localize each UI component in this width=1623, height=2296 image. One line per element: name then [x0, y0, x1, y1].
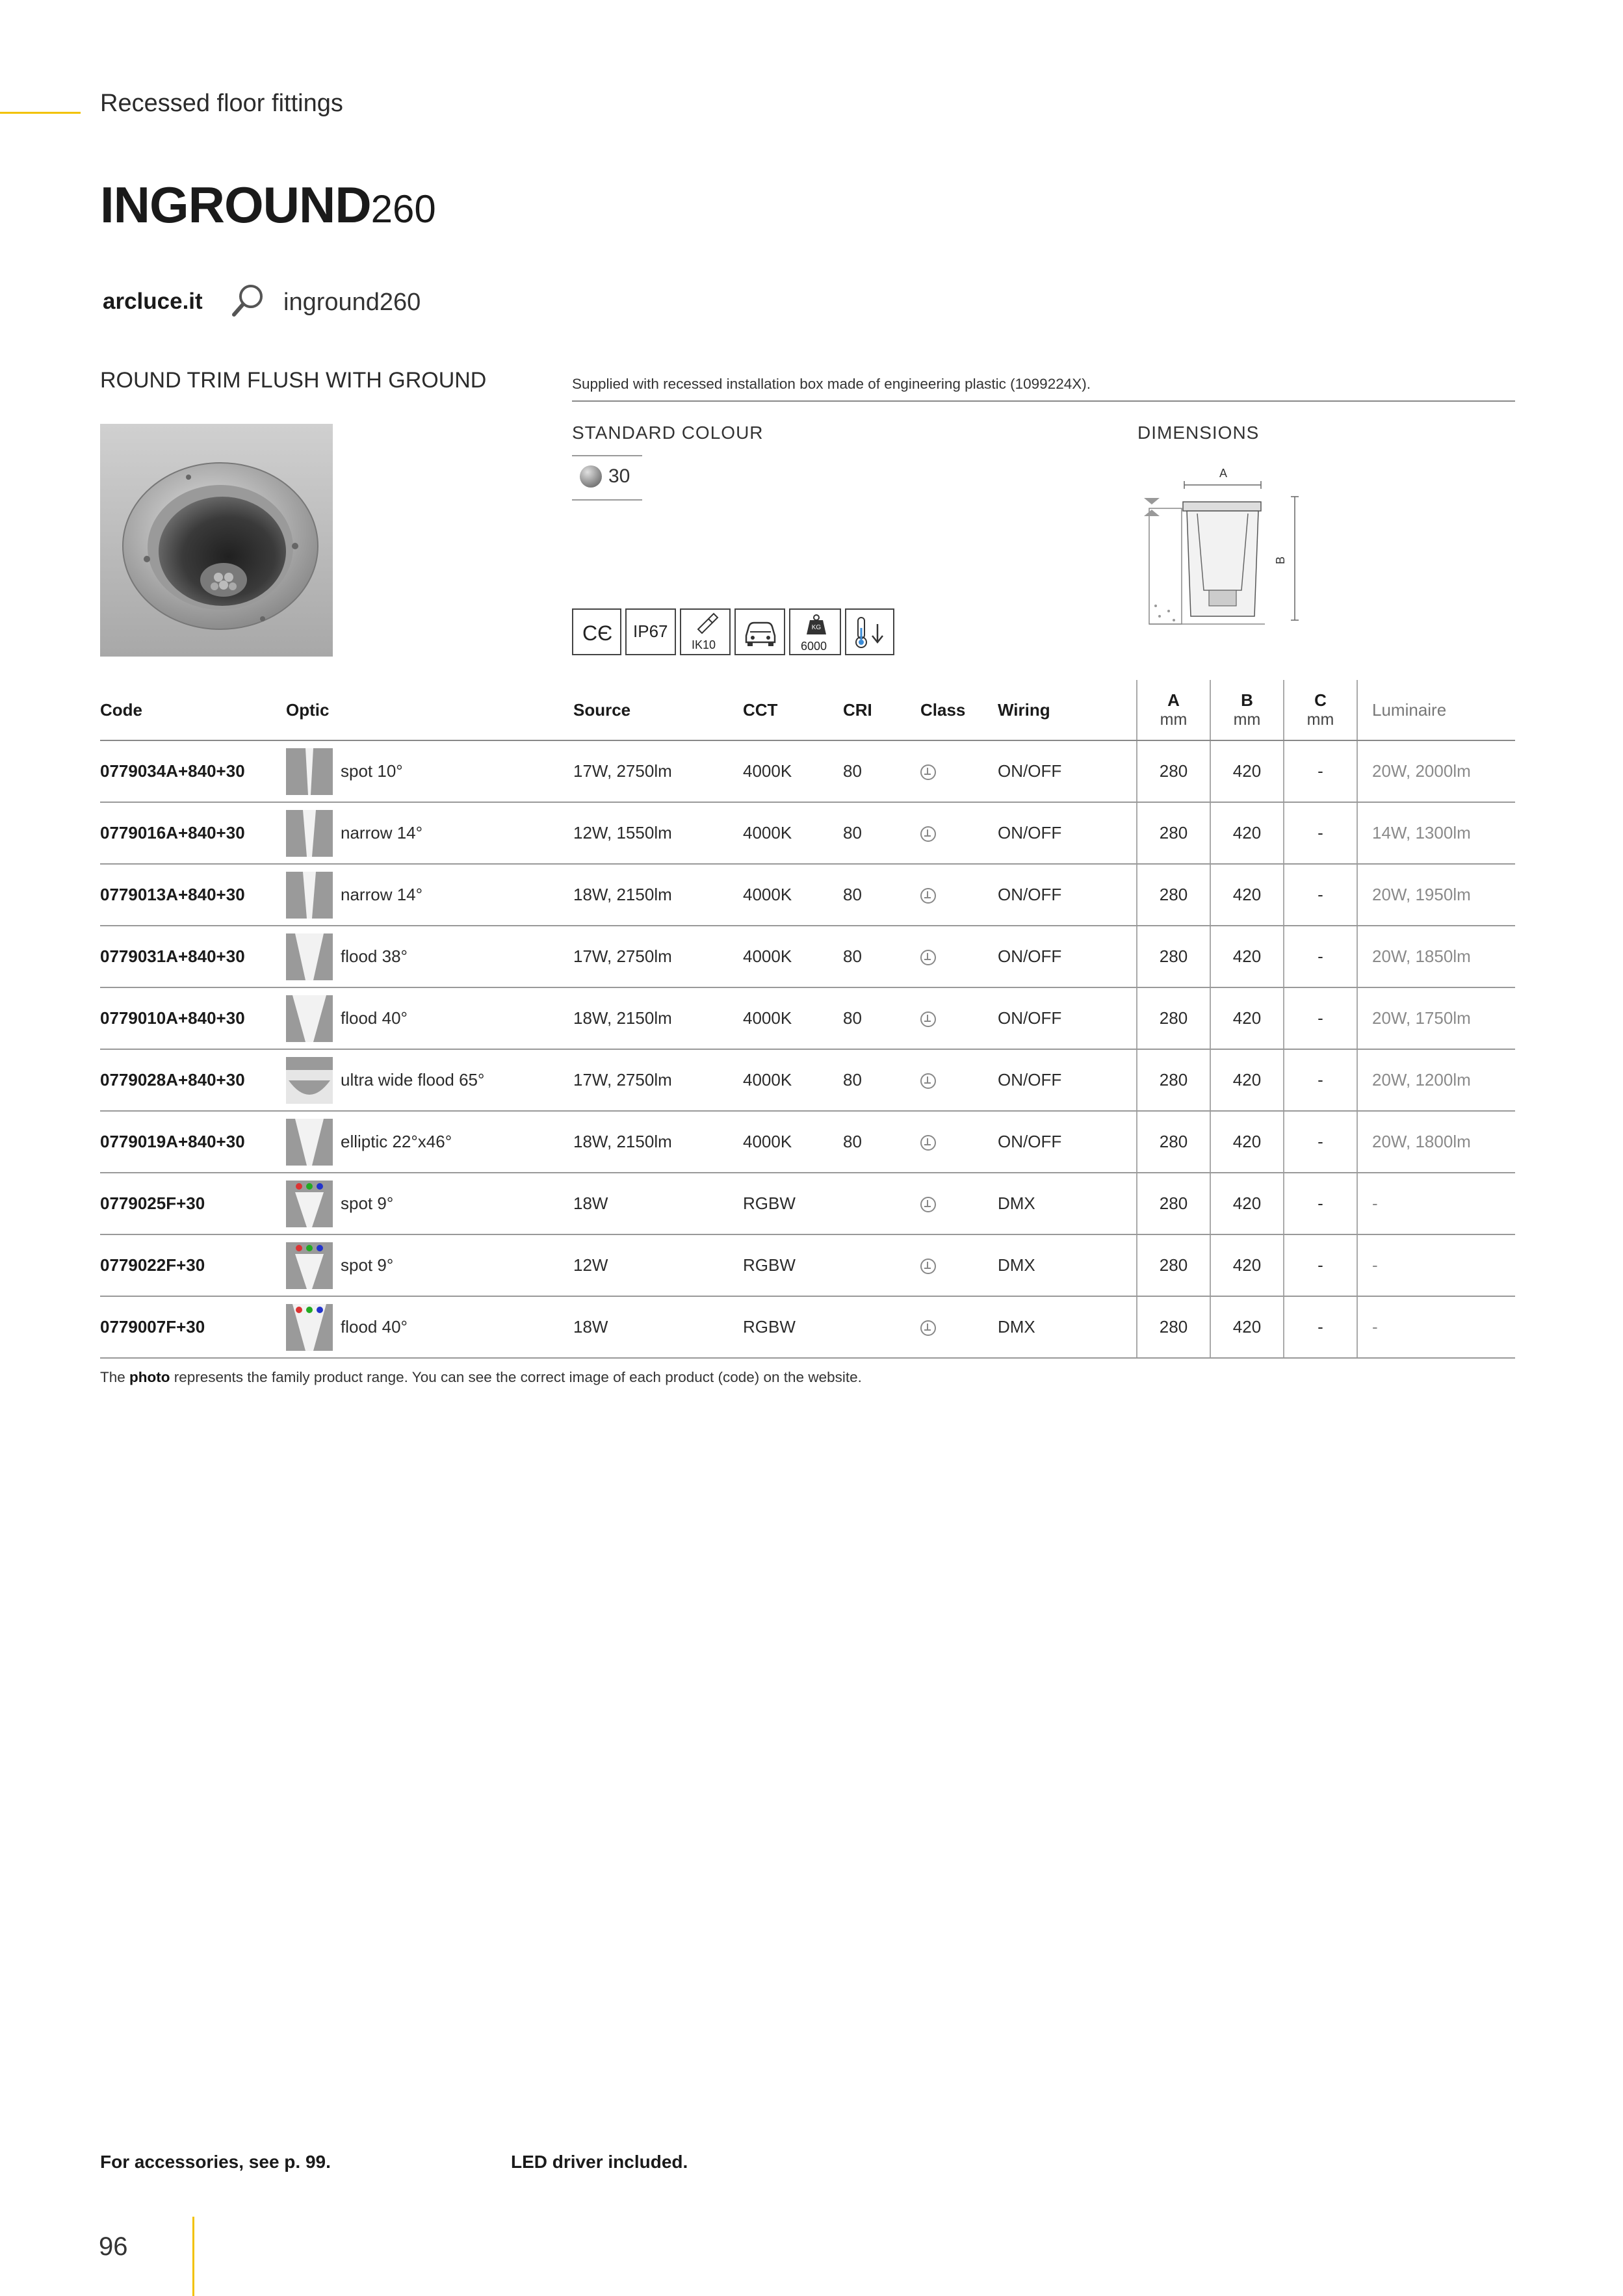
- optic-label: flood 40°: [341, 1008, 408, 1028]
- cell-a: 280: [1137, 987, 1210, 1049]
- cell-cct: 4000K: [743, 1049, 843, 1111]
- section-title: Recessed floor fittings: [100, 90, 343, 117]
- cell-class: [920, 1111, 998, 1173]
- cell-a: 280: [1137, 802, 1210, 864]
- cell-class: [920, 1049, 998, 1111]
- cell-optic: [286, 1111, 573, 1173]
- cell-cct: RGBW: [743, 1173, 843, 1234]
- cell-code: 0779025F+30: [100, 1173, 286, 1234]
- search-term: inground260: [283, 289, 421, 316]
- cell-b: 420: [1210, 740, 1284, 802]
- cell-luminaire: -: [1357, 1173, 1515, 1234]
- table-row: [100, 740, 1515, 802]
- cell-c: -: [1284, 802, 1357, 864]
- cell-a: 280: [1137, 1049, 1210, 1111]
- cell-c: -: [1284, 1111, 1357, 1173]
- cell-source: 18W, 2150lm: [573, 1111, 743, 1173]
- optic-beam-icon: [286, 1057, 333, 1104]
- cell-source: 17W, 2750lm: [573, 926, 743, 987]
- cell-a: 280: [1137, 1111, 1210, 1173]
- cell-cri: 80: [843, 1111, 920, 1173]
- cell-luminaire: 20W, 2000lm: [1357, 740, 1515, 802]
- header-source: Source: [573, 680, 743, 740]
- cell-luminaire: -: [1357, 1234, 1515, 1296]
- product-title: [100, 176, 436, 235]
- optic-beam-icon: [286, 1119, 333, 1166]
- table-row: [100, 1111, 1515, 1173]
- cell-a: 280: [1137, 864, 1210, 926]
- optic-label: elliptic 22°x46°: [341, 1132, 452, 1151]
- cell-optic: [286, 802, 573, 864]
- cell-code: 0779019A+840+30: [100, 1111, 286, 1173]
- product-spec-table: [100, 680, 1515, 1359]
- header-c-unit: mm: [1306, 711, 1334, 729]
- header-code: Code: [100, 680, 286, 740]
- cell-c: -: [1284, 1234, 1357, 1296]
- optic-wrap: [286, 1242, 573, 1289]
- cell-luminaire: -: [1357, 1296, 1515, 1358]
- cell-source: 18W: [573, 1296, 743, 1358]
- cell-cri: 80: [843, 987, 920, 1049]
- cell-class: [920, 987, 998, 1049]
- product-name: INGROUND: [100, 176, 371, 233]
- cell-cct: 4000K: [743, 926, 843, 987]
- optic-label: narrow 14°: [341, 823, 423, 842]
- cell-wiring: ON/OFF: [998, 740, 1137, 802]
- optic-label: flood 38°: [341, 946, 408, 966]
- cell-code: 0779022F+30: [100, 1234, 286, 1296]
- cell-b: 420: [1210, 1111, 1284, 1173]
- optic-label: spot 10°: [341, 761, 403, 781]
- cell-class: [920, 1296, 998, 1358]
- table-row: [100, 1234, 1515, 1296]
- cell-c: -: [1284, 1296, 1357, 1358]
- earth-class-icon: [920, 1135, 936, 1151]
- cell-cct: 4000K: [743, 802, 843, 864]
- cell-cct: RGBW: [743, 1234, 843, 1296]
- cell-wiring: DMX: [998, 1296, 1137, 1358]
- optic-wrap: [286, 995, 573, 1042]
- cell-cri: 80: [843, 864, 920, 926]
- accessories-note: For accessories, see p. 99.: [100, 2152, 331, 2172]
- thermometer-icon: [853, 615, 889, 650]
- cell-class: [920, 864, 998, 926]
- ip-rating: IP67: [633, 621, 668, 641]
- cell-optic: [286, 926, 573, 987]
- cell-cct: 4000K: [743, 864, 843, 926]
- optic-wrap: [286, 933, 573, 980]
- optic-beam-icon: [286, 933, 333, 980]
- cell-source: 17W, 2750lm: [573, 1049, 743, 1111]
- cell-class: [920, 1234, 998, 1296]
- cell-a: 280: [1137, 740, 1210, 802]
- cell-wiring: ON/OFF: [998, 864, 1137, 926]
- cell-class: [920, 926, 998, 987]
- cell-optic: [286, 740, 573, 802]
- cell-b: 420: [1210, 1234, 1284, 1296]
- cell-luminaire: 20W, 1750lm: [1357, 987, 1515, 1049]
- cell-luminaire: 20W, 1800lm: [1357, 1111, 1515, 1173]
- earth-class-icon: [920, 1197, 936, 1212]
- optic-label: ultra wide flood 65°: [341, 1070, 485, 1089]
- table-row: [100, 802, 1515, 864]
- colour-swatch: [580, 465, 602, 488]
- cell-optic: [286, 1049, 573, 1111]
- header-cct: CCT: [743, 680, 843, 740]
- optic-wrap: [286, 1304, 573, 1351]
- ik-rating: IK10: [692, 638, 716, 651]
- table-row: [100, 926, 1515, 987]
- cell-a: 280: [1137, 1296, 1210, 1358]
- cell-c: -: [1284, 987, 1357, 1049]
- footnote-pre: The: [100, 1369, 130, 1385]
- cell-cri: 80: [843, 802, 920, 864]
- cell-cri: [843, 1234, 920, 1296]
- cell-b: 420: [1210, 802, 1284, 864]
- cell-luminaire: 20W, 1850lm: [1357, 926, 1515, 987]
- optic-wrap: [286, 748, 573, 795]
- cell-source: 12W, 1550lm: [573, 802, 743, 864]
- table-row: [100, 1296, 1515, 1358]
- optic-label: spot 9°: [341, 1194, 394, 1213]
- earth-class-icon: [920, 950, 936, 965]
- table-row: [100, 864, 1515, 926]
- product-number: 260: [370, 187, 436, 231]
- cell-wiring: ON/OFF: [998, 926, 1137, 987]
- cell-c: -: [1284, 864, 1357, 926]
- optic-wrap: [286, 810, 573, 857]
- optic-beam-icon: [286, 995, 333, 1042]
- optic-beam-icon: [286, 1304, 333, 1351]
- header-c: [1284, 680, 1357, 740]
- cell-a: 280: [1137, 1234, 1210, 1296]
- cell-cri: [843, 1296, 920, 1358]
- cell-c: -: [1284, 740, 1357, 802]
- header-b-unit: mm: [1233, 711, 1261, 729]
- header-a-unit: mm: [1160, 711, 1188, 729]
- drive-over-badge: [734, 608, 785, 655]
- cell-wiring: ON/OFF: [998, 1049, 1137, 1111]
- cell-class: [920, 802, 998, 864]
- earth-class-icon: [920, 826, 936, 842]
- header-a: [1137, 680, 1210, 740]
- header-accent-line: [0, 112, 81, 114]
- cell-cri: 80: [843, 1049, 920, 1111]
- low-temperature-badge: [845, 608, 894, 655]
- header-c-label: C: [1314, 690, 1327, 710]
- footer-accent-line: [192, 2217, 194, 2296]
- earth-class-icon: [920, 764, 936, 780]
- standard-colour-label: STANDARD COLOUR: [572, 423, 764, 443]
- cell-c: -: [1284, 926, 1357, 987]
- cell-b: 420: [1210, 926, 1284, 987]
- optic-wrap: [286, 1119, 573, 1166]
- cell-c: -: [1284, 1173, 1357, 1234]
- cell-code: 0779013A+840+30: [100, 864, 286, 926]
- cell-source: 18W, 2150lm: [573, 864, 743, 926]
- cell-source: 17W, 2750lm: [573, 740, 743, 802]
- footnote-post: represents the family product range. You can see the correct image of each product (code) on the website.: [170, 1369, 862, 1385]
- header-b: [1210, 680, 1284, 740]
- cell-b: 420: [1210, 1173, 1284, 1234]
- cell-cct: 4000K: [743, 1111, 843, 1173]
- cell-cct: 4000K: [743, 987, 843, 1049]
- cell-code: 0779010A+840+30: [100, 987, 286, 1049]
- cell-wiring: DMX: [998, 1234, 1137, 1296]
- cell-cri: 80: [843, 926, 920, 987]
- optic-wrap: [286, 1057, 573, 1104]
- website-link[interactable]: arcluce.it: [103, 289, 203, 314]
- page-number: 96: [99, 2232, 128, 2261]
- cell-optic: [286, 1234, 573, 1296]
- optic-wrap: [286, 1181, 573, 1227]
- header-class: Class: [920, 680, 998, 740]
- cell-optic: [286, 987, 573, 1049]
- weight-icon: [805, 614, 828, 636]
- cell-luminaire: 14W, 1300lm: [1357, 802, 1515, 864]
- ce-mark-icon: CЄ: [582, 621, 613, 645]
- cell-b: 420: [1210, 1296, 1284, 1358]
- table-row: [100, 1049, 1515, 1111]
- section-divider: [572, 400, 1515, 402]
- earth-class-icon: [920, 1011, 936, 1027]
- kg-label: KG: [811, 624, 822, 631]
- optic-beam-icon: [286, 810, 333, 857]
- header-b-label: B: [1241, 690, 1253, 710]
- product-subtitle: ROUND TRIM FLUSH WITH GROUND: [100, 368, 487, 393]
- cell-wiring: ON/OFF: [998, 987, 1137, 1049]
- cell-code: 0779031A+840+30: [100, 926, 286, 987]
- table-header-row: [100, 680, 1515, 740]
- cell-optic: [286, 864, 573, 926]
- header-optic: Optic: [286, 680, 573, 740]
- cell-wiring: DMX: [998, 1173, 1137, 1234]
- cell-source: 18W: [573, 1173, 743, 1234]
- cell-cct: RGBW: [743, 1296, 843, 1358]
- optic-label: flood 40°: [341, 1317, 408, 1337]
- cell-class: [920, 1173, 998, 1234]
- cell-a: 280: [1137, 926, 1210, 987]
- cell-class: [920, 740, 998, 802]
- cell-code: 0779028A+840+30: [100, 1049, 286, 1111]
- footnote-bold: photo: [129, 1369, 170, 1385]
- cell-source: 18W, 2150lm: [573, 987, 743, 1049]
- cell-b: 420: [1210, 1049, 1284, 1111]
- impact-hammer-icon: [694, 612, 720, 634]
- cell-cri: [843, 1173, 920, 1234]
- optic-label: narrow 14°: [341, 885, 423, 904]
- earth-class-icon: [920, 1073, 936, 1089]
- optic-label: spot 9°: [341, 1255, 394, 1275]
- product-photo: [100, 424, 333, 657]
- ik-rating-badge: [680, 608, 731, 655]
- load-rating-badge: [789, 608, 841, 655]
- cell-optic: [286, 1173, 573, 1234]
- earth-class-icon: [920, 1320, 936, 1336]
- cell-wiring: ON/OFF: [998, 1111, 1137, 1173]
- earth-class-icon: [920, 888, 936, 904]
- car-drive-over-icon: [741, 616, 780, 649]
- photo-footnote: [100, 1369, 862, 1386]
- optic-wrap: [286, 872, 573, 919]
- driver-note: LED driver included.: [511, 2152, 688, 2172]
- cell-optic: [286, 1296, 573, 1358]
- cell-cct: 4000K: [743, 740, 843, 802]
- cell-b: 420: [1210, 864, 1284, 926]
- optic-beam-icon: [286, 872, 333, 919]
- cell-c: -: [1284, 1049, 1357, 1111]
- header-cri: CRI: [843, 680, 920, 740]
- cell-cri: 80: [843, 740, 920, 802]
- cell-code: 0779034A+840+30: [100, 740, 286, 802]
- header-a-label: A: [1167, 690, 1180, 710]
- earth-class-icon: [920, 1259, 936, 1274]
- dimensions-diagram: [1144, 460, 1313, 644]
- cell-b: 420: [1210, 987, 1284, 1049]
- header-luminaire: Luminaire: [1357, 680, 1515, 740]
- cell-source: 12W: [573, 1234, 743, 1296]
- search-icon: [230, 282, 265, 319]
- dimension-b-label: B: [1274, 556, 1287, 564]
- cell-code: 0779016A+840+30: [100, 802, 286, 864]
- optic-beam-icon: [286, 748, 333, 795]
- header-wiring: Wiring: [998, 680, 1137, 740]
- supplied-note: Supplied with recessed installation box made of engineering plastic (1099224X).: [572, 376, 1091, 392]
- cell-luminaire: 20W, 1950lm: [1357, 864, 1515, 926]
- table-row: [100, 987, 1515, 1049]
- table-row: [100, 1173, 1515, 1234]
- cell-code: 0779007F+30: [100, 1296, 286, 1358]
- optic-beam-icon: [286, 1181, 333, 1227]
- colour-code: 30: [608, 465, 630, 487]
- ip-rating-badge: [625, 608, 676, 655]
- cell-wiring: ON/OFF: [998, 802, 1137, 864]
- cell-luminaire: 20W, 1200lm: [1357, 1049, 1515, 1111]
- load-rating: 6000: [801, 640, 827, 653]
- cell-a: 280: [1137, 1173, 1210, 1234]
- dimensions-label: DIMENSIONS: [1137, 423, 1260, 443]
- ce-mark-badge: [572, 608, 621, 655]
- dimension-a-label: A: [1219, 467, 1228, 480]
- optic-beam-icon: [286, 1242, 333, 1289]
